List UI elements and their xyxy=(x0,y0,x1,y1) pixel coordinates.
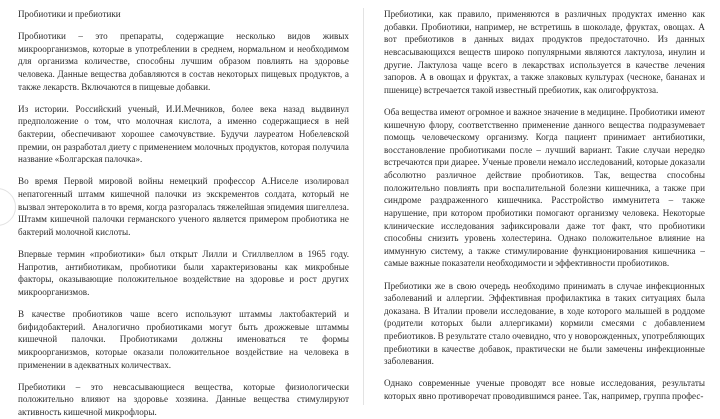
paragraph: Пребиотики, как правило, применяются в различных продуктах именно как добавки. Пробиотики, например, не встретишь в шоколаде, фруктах, овощах. А вот пребиотиков в данных видах продуктов предостаточно. Из данных невсасывающихся веществ широко популярными являются лактулоза, инулин и другие. Лактулоза чаще всего в лекарствах используется в качестве лечения запоров. А в овощах и фруктах, а также злаковых культурах (чесноке, бананах и пшенице) встречается такой известный пребиотик, как олигофруктоза. xyxy=(384,9,705,95)
paragraph: В качестве пробиотиков чаше всего используют штаммы лактобактерий и бифидобактерий. Аналогично пробиотиками могут быть дрожжевые штаммы кишечной палочки. Пробиотиками должны именоваться те формы микроорганизмов, которые оказали положительное воздействие на человека в применении в адекватных количествах. xyxy=(18,309,349,370)
paragraph: Во время Первой мировой войны немецкий профессор А.Ниселе изолировал непатогенный штамм кишечной палочки из экскрементов солдата, который не вызвал энтероколита в то время, когда разгоралась тяжелейшая эпидемия шигеллеза. Штамм кишечной палочки германского ученого является примером пробиотика не бактерий молочной кислоты. xyxy=(18,176,349,237)
column-divider xyxy=(363,8,364,405)
paragraph: Оба вещества имеют огромное и важное значение в медицине. Пробиотики имеют кишечную флору, соответственно применение данного вещества подразумевает помощь человеческому организму. Когда пациент принимает антибиотики, восстановление пробиотиками после – лучший вариант. Такие случаи нередко встречаются при диарее. Ученые провели немало исследований, которые доказали абсолютно различное действие пробиотиков. Так, вещества способны положительно повлиять при воспалительной болезни кишечника, а также при синдроме раздраженного кишечника. Расстройство иммунитета – также нарушение, при котором пробиотики помогают организму человека. Некоторые клинические исследования зафиксировали даже тот факт, что пробиотики способны снизить уровень холестерина. Однако положительное влияние на иммунную систему, а также стимулирование функционирования кишечника – самые важные показатели необходимости и эффективности пробиотиков. xyxy=(384,106,705,269)
page-edge-artifact xyxy=(0,188,16,226)
paragraph: Пробиотики – это препараты, содержащие несколько видов живых микроорганизмов, которые в употреблении в среднем, нормальном и необходимом для организма количестве, способны лучшим образом повлиять на здоровье человека. Данные вещества добавляются в состав некоторых пищевых продуктов, а также лекарств. Включаются в пищевые добавки. xyxy=(18,31,349,92)
page-title: Пробиотики и пребиотики xyxy=(18,9,121,19)
paragraph: Из истории. Российский ученый, И.И.Мечников, более века назад выдвинул предположение о том, что молочная кислота, а именно содержащиеся в ней бактерии, обеспечивают хорошее самочувствие. Будучи лауреатом Нобелевской премии, он разработал диету с применением молочных продуктов, которая получила название «Болгарская палочка». xyxy=(18,103,349,165)
paragraph: Пребиотики – это невсасывающиеся вещества, которые физиологически положительно влияют на здоровье хозяина. Данные вещества стимулируют активность кишечной микрофлоры. xyxy=(18,381,349,417)
right-column xyxy=(384,8,705,403)
paragraph: Впервые термин «пробиотики» был открыт Лилли и Стиллвеллом в 1965 году. Напротив, антибиотикам, пробиотики были характеризованы как микробные факторы, оказывающие положительное воздействие на здоровье и рост других микроорганизмов. xyxy=(18,249,349,297)
paragraph: Однако современные ученые проводят все новые исследования, результаты которых явно противоречат проводившимся ранее. Так, например, группа профес- xyxy=(384,378,705,401)
left-column xyxy=(18,8,349,419)
paragraph: Пребиотики же в свою очередь необходимо принимать в случае инфекционных заболеваний и аллергии. Эффективная профилактика в таких ситуациях была доказана. В Италии провели исследование, в ходе которого малышей в роддоме (родители которых были аллергиками) кормили смесями с добавлением пребиотиков. В результате стало очевидно, что у новорожденных, употребляющих пребиотики в качестве добавок, практически не были замечены инфекционные заболевания. xyxy=(384,280,705,367)
